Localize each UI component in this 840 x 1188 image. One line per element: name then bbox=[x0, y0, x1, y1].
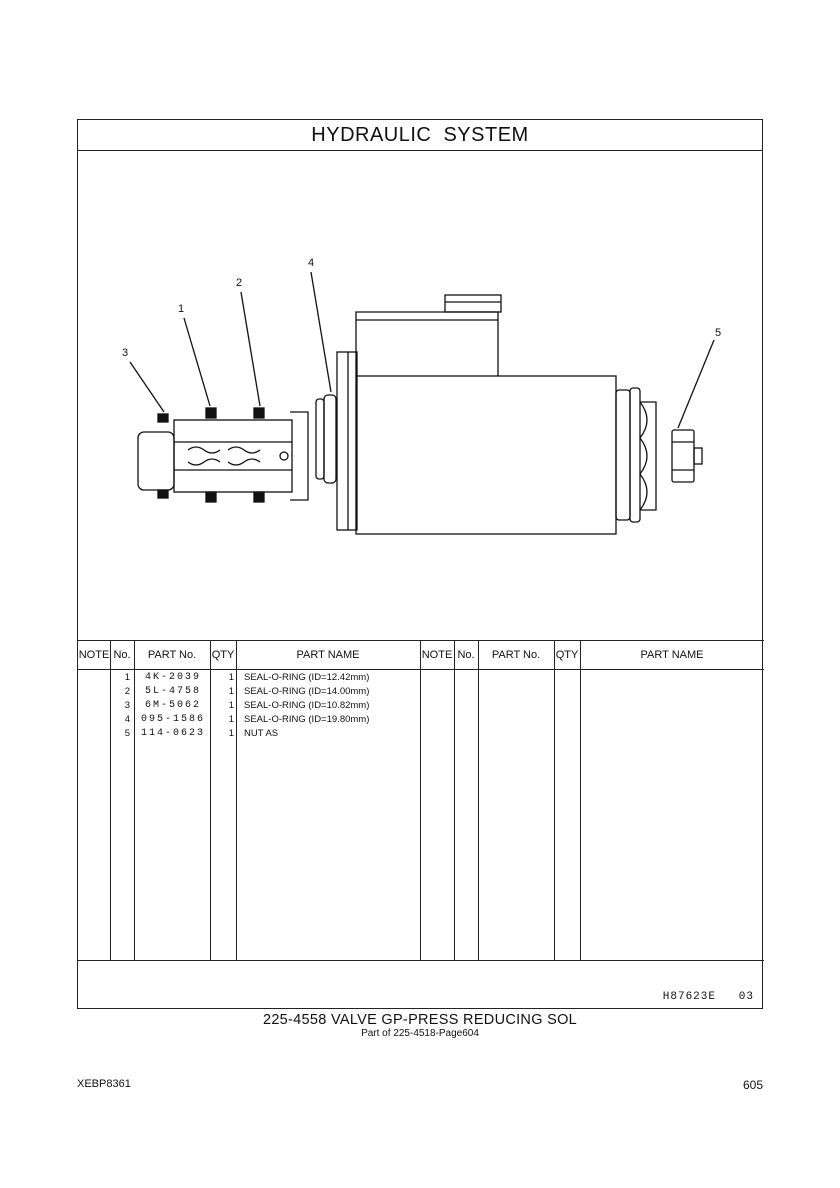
part-name: SEAL-O-RING (ID=10.82mm) bbox=[244, 700, 370, 711]
part-number: 6M-5062 bbox=[144, 700, 201, 711]
column-divider bbox=[134, 641, 135, 961]
callout-3: 3 bbox=[122, 347, 129, 359]
illustration-footer bbox=[78, 960, 764, 1011]
quantity: 1 bbox=[228, 700, 234, 711]
callout-labels bbox=[122, 257, 721, 359]
seal-ring-2 bbox=[254, 408, 264, 418]
cartridge-sleeve bbox=[174, 420, 292, 492]
item-number: 3 bbox=[124, 700, 130, 711]
column-divider bbox=[210, 641, 211, 961]
seal-ring-4 bbox=[324, 395, 336, 483]
col-header-part-name: PART NAME bbox=[296, 649, 360, 661]
illustration-code: H87623E 03 bbox=[662, 991, 754, 1003]
part-number: 114-0623 bbox=[140, 728, 205, 739]
quantity: 1 bbox=[228, 672, 234, 683]
col-header-qty-2: QTY bbox=[555, 649, 579, 661]
title-bar bbox=[78, 120, 762, 151]
part-name: SEAL-O-RING (ID=12.42mm) bbox=[244, 672, 370, 683]
part-number: 095-1586 bbox=[140, 714, 205, 725]
column-divider bbox=[454, 641, 455, 961]
callout-2: 2 bbox=[236, 277, 243, 289]
item-number: 2 bbox=[124, 686, 130, 697]
connector-cap bbox=[445, 295, 501, 312]
quantity: 1 bbox=[228, 714, 234, 725]
parts-page-frame bbox=[77, 119, 763, 1009]
parts-diagram bbox=[78, 150, 764, 640]
page-title: HYDRAULIC SYSTEM bbox=[311, 124, 529, 146]
cartridge-nose bbox=[138, 432, 174, 490]
part-number: 4K-2039 bbox=[144, 672, 201, 683]
part-name: NUT AS bbox=[244, 728, 279, 739]
group-caption: 225-4558 VALVE GP-PRESS REDUCING SOL bbox=[262, 1012, 578, 1028]
end-cap bbox=[616, 390, 630, 520]
col-header-no: No. bbox=[113, 649, 131, 661]
column-divider bbox=[580, 641, 581, 961]
col-header-qty: QTY bbox=[211, 649, 235, 661]
group-subcaption: Part of 225-4518-Page604 bbox=[361, 1028, 479, 1039]
column-divider bbox=[554, 641, 555, 961]
quantity: 1 bbox=[228, 686, 234, 697]
callout-1: 1 bbox=[178, 303, 185, 315]
solenoid-valve-drawing bbox=[130, 272, 714, 534]
table-header-row bbox=[78, 641, 764, 670]
document-id: XEBP8361 bbox=[77, 1078, 131, 1090]
mounting-flange bbox=[337, 352, 357, 530]
nut-5 bbox=[672, 430, 694, 482]
column-divider bbox=[478, 641, 479, 961]
solenoid-body bbox=[356, 376, 616, 534]
part-name: SEAL-O-RING (ID=19.80mm) bbox=[244, 714, 370, 725]
item-number: 4 bbox=[124, 714, 130, 725]
seal-ring-3 bbox=[158, 414, 168, 422]
connector-housing bbox=[356, 312, 498, 376]
quantity: 1 bbox=[228, 728, 234, 739]
page-number: 605 bbox=[742, 1078, 763, 1092]
column-divider bbox=[236, 641, 237, 961]
item-number: 5 bbox=[124, 728, 130, 739]
callout-5: 5 bbox=[715, 327, 722, 339]
col-header-no-2: No. bbox=[457, 649, 475, 661]
col-header-part-name-2: PART NAME bbox=[640, 649, 704, 661]
col-header-part-no: PART No. bbox=[147, 649, 197, 661]
callout-4: 4 bbox=[308, 257, 315, 269]
parts-table bbox=[78, 640, 764, 961]
seal-ring-1 bbox=[206, 408, 216, 418]
col-header-note: NOTE bbox=[78, 649, 110, 661]
item-number: 1 bbox=[124, 672, 130, 683]
part-name: SEAL-O-RING (ID=14.00mm) bbox=[244, 686, 370, 697]
cartridge-head bbox=[290, 412, 308, 500]
part-number: 5L-4758 bbox=[144, 686, 201, 697]
col-header-note-2: NOTE bbox=[421, 649, 453, 661]
hex-nut-5 bbox=[640, 402, 647, 510]
col-header-part-no-2: PART No. bbox=[491, 649, 541, 661]
